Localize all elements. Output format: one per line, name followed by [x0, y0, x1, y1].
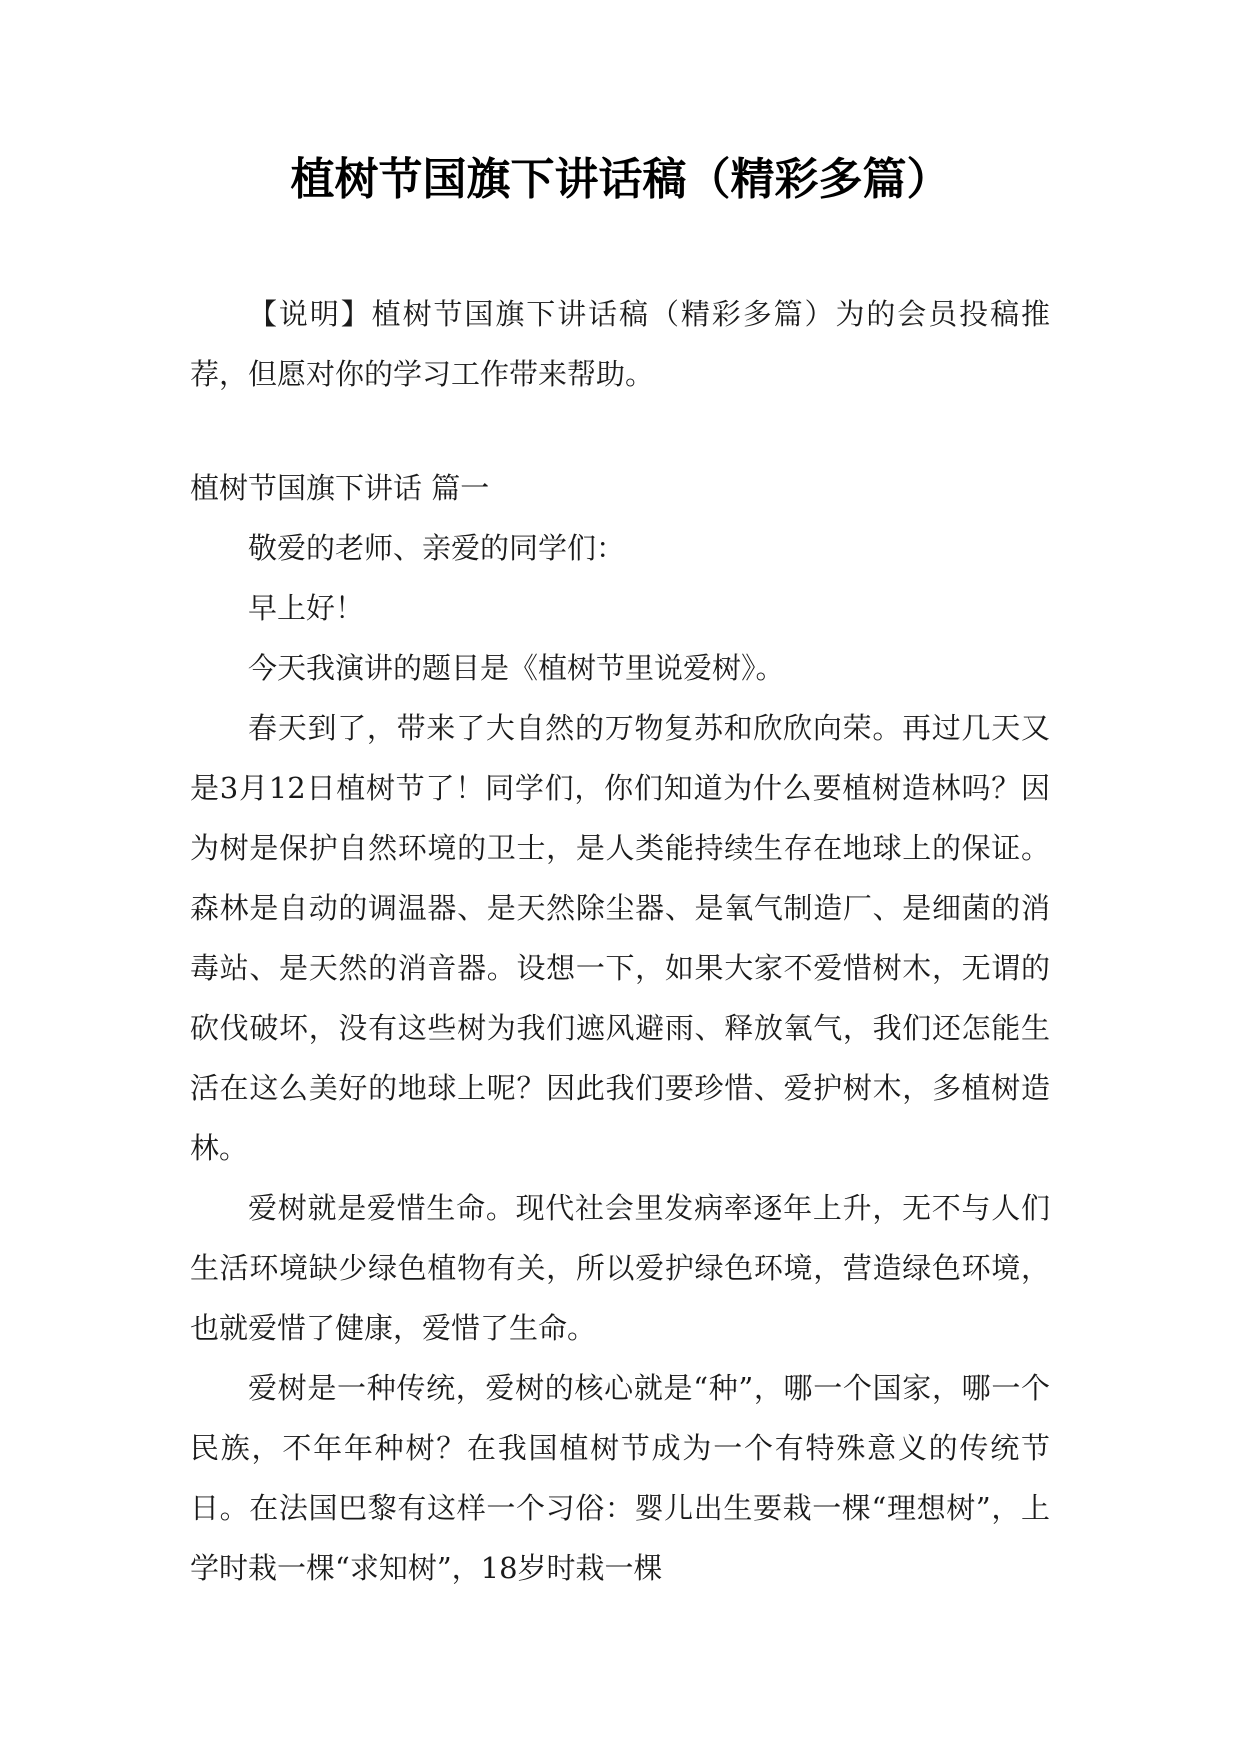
body-paragraph: 早上好！ [248, 591, 365, 625]
body-paragraph: 春天到了，带来了大自然的万物复苏和欣欣向荣。再过几天又是3月12日植树节了！同学们，你们知道为什么要植树造林吗？因为树是保护自然环境的卫士，是人类能持续生存在地球上的保证。森林是自动的调温器、是天然除尘器、是氧气制造厂、是细菌的消毒站、是天然的消音器。设想一下，如果大家不爱惜树木，无谓的砍伐破坏，没有这些树为我们遮风避雨、释放氧气，我们还怎能生活在这么美好的地球上呢？因此我们要珍惜、爱护树木，多植树造林。 [190, 711, 1050, 1165]
document-body [190, 284, 1050, 1598]
document-title: 植树节国旗下讲话稿（精彩多篇） [290, 154, 951, 205]
note-paragraph: 【说明】植树节国旗下讲话稿（精彩多篇）为的会员投稿推荐，但愿对你的学习工作带来帮助。 [190, 297, 1050, 391]
body-paragraph: 今天我演讲的题目是《植树节里说爱树》。 [248, 651, 785, 685]
body-paragraph: 爱树就是爱惜生命。现代社会里发病率逐年上升，无不与人们生活环境缺少绿色植物有关，所以爱护绿色环境，营造绿色环境，也就爱惜了健康，爱惜了生命。 [190, 1191, 1050, 1345]
section-heading: 植树节国旗下讲话 篇一 [190, 471, 490, 505]
body-paragraph: 爱树是一种传统，爱树的核心就是“种”，哪一个国家，哪一个民族，不年年种树？在我国植树节成为一个有特殊意义的传统节日。在法国巴黎有这样一个习俗：婴儿出生要栽一棵“理想树”，上学时栽一棵“求知树”，18岁时栽一棵 [190, 1371, 1050, 1585]
body-paragraph: 敬爱的老师、亲爱的同学们： [248, 531, 626, 565]
